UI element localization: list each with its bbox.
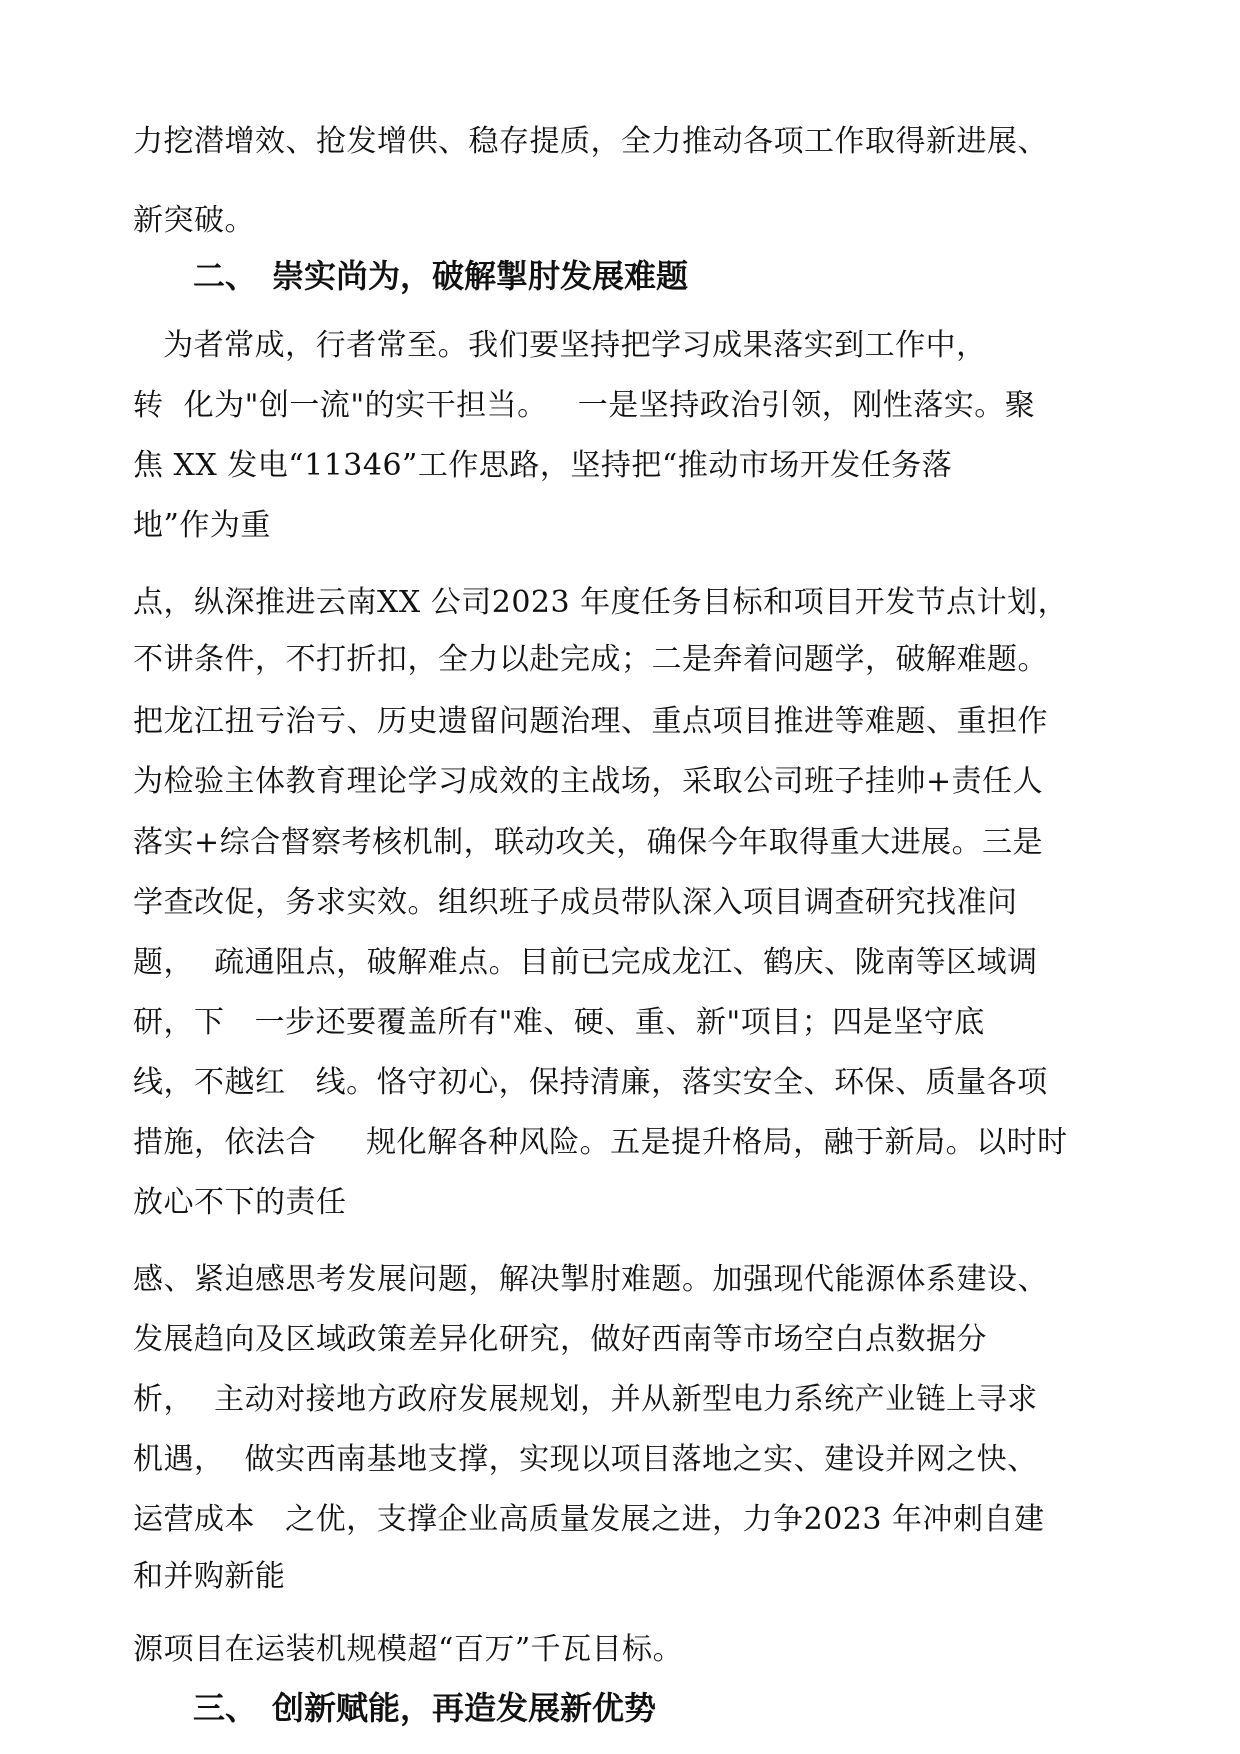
paragraph-line: 机遇， 做实西南基地支撑，实现以项目落地之实、建设并网之快、 <box>133 1442 1038 1477</box>
paragraph-line: 为检验主体教育理论学习成效的主战场，采取公司班子挂帅+责任人 <box>133 764 1044 799</box>
paragraph-line: 措施，依法合 规化解各种风险。五是提升格局，融于新局。以时时 <box>133 1125 1068 1160</box>
paragraph-line: 发展趋向及区域政策差异化研究，做好西南等市场空白点数据分 <box>133 1322 987 1357</box>
paragraph-line: 点，纵深推进云南XX 公司2023 年度任务目标和项目开发节点计划， <box>133 585 1069 620</box>
paragraph-line: 转 化为"创一流"的实干担当。 一是坚持政治引领，刚性落实。聚 <box>133 388 1036 423</box>
paragraph-line: 把龙江扭亏治亏、历史遗留问题治理、重点项目推进等难题、重担作 <box>133 704 1048 739</box>
paragraph-line: 线，不越红 线。恪守初心，保持清廉，落实安全、环保、质量各项 <box>133 1065 1048 1100</box>
paragraph-line: 为者常成，行者常至。我们要坚持把学习成果落实到工作中， <box>133 328 987 363</box>
paragraph-line: 源项目在运装机规模超“百万”千瓦目标。 <box>133 1632 684 1667</box>
paragraph-line: 新突破。 <box>133 203 255 238</box>
section-heading-title: 崇实尚为，破解掣肘发展难题 <box>272 257 689 295</box>
paragraph-line: 研，下 一步还要覆盖所有"难、硬、重、新"项目；四是坚守底 <box>133 1005 985 1040</box>
paragraph-line: 力挖潜增效、抢发增供、稳存提质，全力推动各项工作取得新进展、 <box>133 124 1048 159</box>
paragraph-line: 析， 主动对接地方政府发展规划，并从新型电力系统产业链上寻求 <box>133 1382 1038 1417</box>
paragraph-line: 不讲条件，不打折扣，全力以赴完成；二是奔着问题学，破解难题。 <box>133 642 1048 677</box>
paragraph-line: 学查改促，务求实效。组织班子成员带队深入项目调查研究找准问 <box>133 885 1018 920</box>
paragraph-line: 运营成本 之优，支撑企业高质量发展之进，力争2023 年冲刺自建 <box>133 1502 1045 1537</box>
paragraph-line: 焦 XX 发电“11346”工作思路，坚持把“推动市场开发任务落 <box>133 448 953 483</box>
section-heading-number: 二、 <box>193 257 258 295</box>
paragraph-line: 地”作为重 <box>133 508 271 543</box>
section-heading-title: 创新赋能，再造发展新优势 <box>272 1689 657 1727</box>
paragraph-line: 题， 疏通阻点，破解难点。目前已完成龙江、鹤庆、陇南等区域调 <box>133 945 1038 980</box>
paragraph-line: 落实+综合督察考核机制，联动攻关，确保今年取得重大进展。三是 <box>133 825 1044 860</box>
paragraph-line: 感、紧迫感思考发展问题，解决掣肘难题。加强现代能源体系建设、 <box>133 1262 1048 1297</box>
paragraph-line: 和并购新能 <box>133 1559 286 1594</box>
paragraph-line: 放心不下的责任 <box>133 1185 347 1220</box>
section-heading-number: 三、 <box>193 1689 258 1727</box>
